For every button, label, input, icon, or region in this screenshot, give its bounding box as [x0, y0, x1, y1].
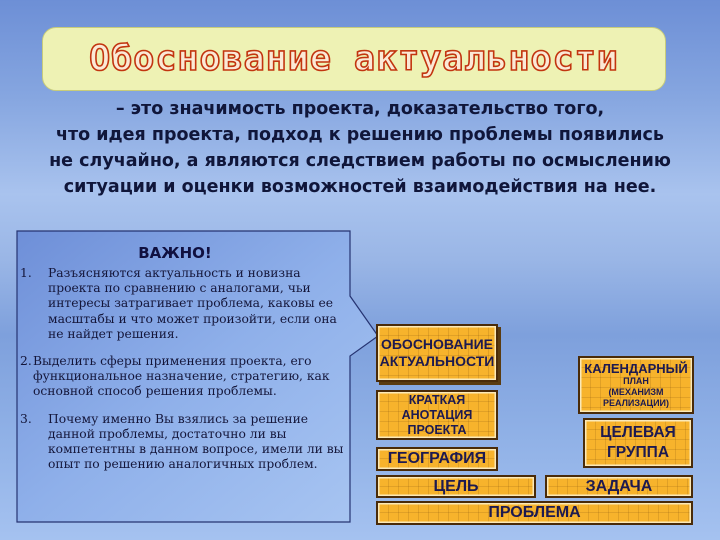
block-line: КРАТКАЯ [408, 392, 466, 407]
definition-line: – это значимость проекта, доказательство того, [115, 99, 605, 119]
list-item [20, 266, 350, 342]
item-text: Разъясняются актуальность и новизна проекта по сравнению с аналогами, чьи интересы затрагивает проблема, каковы ее масштабы и что может произойти, если она не найдет решения. [48, 266, 337, 341]
important-list [20, 266, 350, 472]
block-line: ЦЕЛЕВАЯ [600, 424, 676, 441]
block-line: ГРУППА [606, 444, 670, 461]
block-obosnovanie [376, 324, 498, 382]
list-item [20, 354, 350, 400]
item-number: 2. [20, 354, 32, 369]
block-line: АНОТАЦИЯ [401, 407, 473, 422]
list-item [20, 412, 350, 473]
definition-line: ситуации и оценки возможностей взаимодействия на нее. [63, 177, 657, 197]
block-line: (МЕХАНИЗМ [608, 387, 664, 397]
block-line: РЕАЛИЗАЦИИ) [602, 398, 670, 408]
block-problema: ПРОБЛЕМА [376, 501, 693, 525]
block-line: АКТУАЛЬНОСТИ [379, 353, 495, 369]
item-number: 1. [20, 266, 32, 280]
block-kratkaya-anotaciya [376, 390, 498, 440]
block-line: ПЛАН [623, 376, 649, 386]
block-line: КАЛЕНДАРНЫЙ [584, 361, 688, 376]
block-geografiya: ГЕОГРАФИЯ [376, 447, 498, 471]
definition-line: не случайно, а являются следствием работы по осмыслению [49, 151, 671, 171]
block-zadacha: ЗАДАЧА [545, 475, 693, 498]
item-number: 3. [20, 411, 32, 426]
block-cel: ЦЕЛЬ [376, 475, 536, 498]
item-text: Выделить сферы применения проекта, его функциональное назначение, стратегию, как основной способ решения проблемы. [33, 354, 330, 399]
block-line: ОБОСНОВАНИЕ [380, 336, 493, 352]
block-line: ПРОЕКТА [407, 422, 467, 437]
important-heading: ВАЖНО! [138, 244, 212, 262]
block-celevaya-gruppa [583, 418, 693, 468]
item-text: Почему именно Вы взялись за решение данной проблемы, достаточно ли вы компетентны в данном вопросе, имели ли вы опыт по решению аналогичных проблем. [48, 411, 344, 472]
slide-title: Обоснование актуальности [89, 39, 619, 79]
block-kalendarny-plan [578, 356, 694, 414]
definition-line: что идея проекта, подход к решению проблемы появились [56, 125, 664, 145]
